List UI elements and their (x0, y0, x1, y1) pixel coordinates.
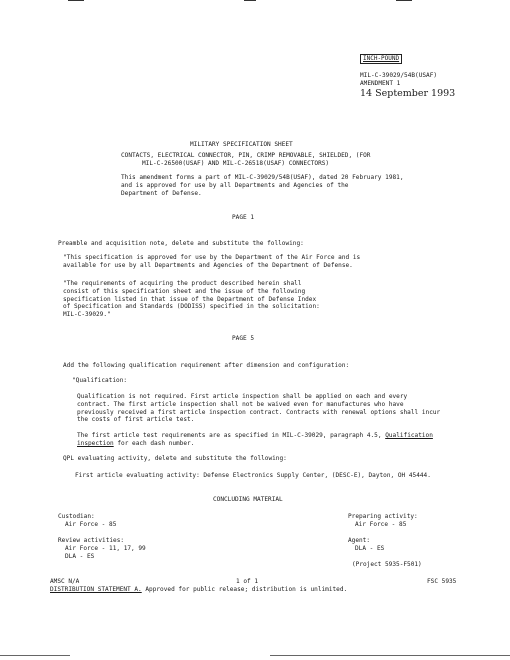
amsc-code: AMSC N/A (50, 578, 80, 585)
qualification-line: The first article test requirements are as specified in MIL-C-39029, paragraph 4.5, (77, 432, 386, 439)
page1-quote-1 (63, 254, 360, 270)
concluding-heading: CONCLUDING MATERIAL (213, 496, 283, 503)
page5-instruction: Add the following qualification requirement after dimension and configuration: (63, 362, 350, 369)
qualification-inspection-ref: Qualification (385, 432, 433, 439)
distribution-text: Approved for public release; distribution is unlimited. (141, 586, 348, 593)
quote-line: specification listed in that issue of the Department of Defense Index (63, 295, 317, 303)
top-edge-mark (396, 0, 412, 1)
preparing-activity-value: Air Force - 85 (355, 521, 407, 528)
distribution-label: DISTRIBUTION STATEMENT A. (50, 586, 142, 593)
preparing-activity-label: Preparing activity: (348, 513, 418, 520)
qpl-text: First article evaluating activity: Defense Electronics Supply Center, (DESC-E), Dayton, OH 45444. (75, 472, 431, 479)
inch-pound-label: INCH-POUND (363, 55, 400, 62)
intro-paragraph (121, 174, 404, 197)
quote-line: of Specification and Standards (DODISS) specified in the solicitation: (63, 303, 320, 311)
qualification-line: Qualification is not required. First article inspection shall be applied on each and every (77, 393, 408, 400)
qualification-paragraph-1 (77, 393, 440, 424)
bottom-edge-mark (0, 655, 70, 656)
agent-label: Agent: (348, 537, 371, 544)
qpl-instruction: QPL evaluating activity, delete and substitute the following: (63, 455, 287, 462)
page1-quote-2 (63, 280, 320, 319)
qualification-line: contract. The first article inspection shall not be waived even for manufactures who have (77, 400, 404, 408)
qualification-line: previously received a first article inspection contract. Contracts with renewal options shall incur (77, 408, 441, 416)
intro-line: and is approved for use by all Departments and Agencies of the (121, 181, 349, 189)
qualification-label: "Qualification: (72, 377, 128, 384)
qualification-inspection-ref: inspection (77, 439, 114, 447)
document-id: MIL-C-39029/54B(USAF) (360, 72, 438, 79)
qualification-paragraph-2 (77, 432, 433, 448)
quote-line: "The requirements of acquiring the product described herein shall (63, 280, 302, 287)
custodian-value: Air Force - 85 (65, 521, 117, 528)
intro-line: This amendment forms a part of MIL-C-39029/54B(USAF), dated 20 February 1981, (121, 174, 404, 181)
review-activities-line: Air Force - 11, 17, 99 (65, 545, 146, 552)
review-activities-line: DLA - ES (65, 553, 95, 560)
quote-line: MIL-C-39029." (63, 311, 111, 319)
page-title: MILITARY SPECIFICATION SHEET (190, 141, 293, 148)
custodian-label: Custodian: (58, 513, 95, 520)
amendment-date: 14 September 1993 (360, 88, 456, 99)
quote-line: "This specification is approved for use by the Department of the Air Force and is (63, 254, 361, 261)
page1-heading: PAGE 1 (232, 214, 255, 221)
intro-line: Department of Defense. (121, 189, 202, 197)
subject-line-2: MIL-C-26500(USAF) AND MIL-C-26518(USAF) CONNECTORS) (142, 160, 330, 167)
qualification-line: the costs of first article test. (77, 416, 195, 424)
page-count: 1 of 1 (236, 578, 259, 585)
review-activities-label: Review activities: (58, 537, 125, 544)
distribution-statement (50, 586, 347, 594)
inch-pound-box (360, 54, 402, 64)
top-edge-mark (68, 0, 84, 1)
page5-heading: PAGE 5 (232, 335, 255, 342)
quote-line: consist of this specification sheet and the issue of the following (63, 287, 306, 295)
amendment-number: AMENDMENT 1 (360, 80, 401, 87)
subject-line-1: CONTACTS, ELECTRICAL CONNECTOR, PIN, CRIMP REMOVABLE, SHIELDED, (FOR (121, 152, 371, 159)
qualification-line: for each dash number. (113, 439, 195, 447)
bottom-edge-mark (270, 655, 510, 656)
top-edge-mark (244, 0, 256, 1)
agent-value: DLA - ES (355, 545, 385, 552)
project-number: (Project 5935-F501) (352, 561, 422, 568)
page1-instruction: Preamble and acquisition note, delete and substitute the following: (58, 240, 304, 247)
fsc-code: FSC 5935 (427, 578, 457, 585)
quote-line: available for use by all Departments and Agencies of the Department of Defense. (63, 261, 353, 269)
